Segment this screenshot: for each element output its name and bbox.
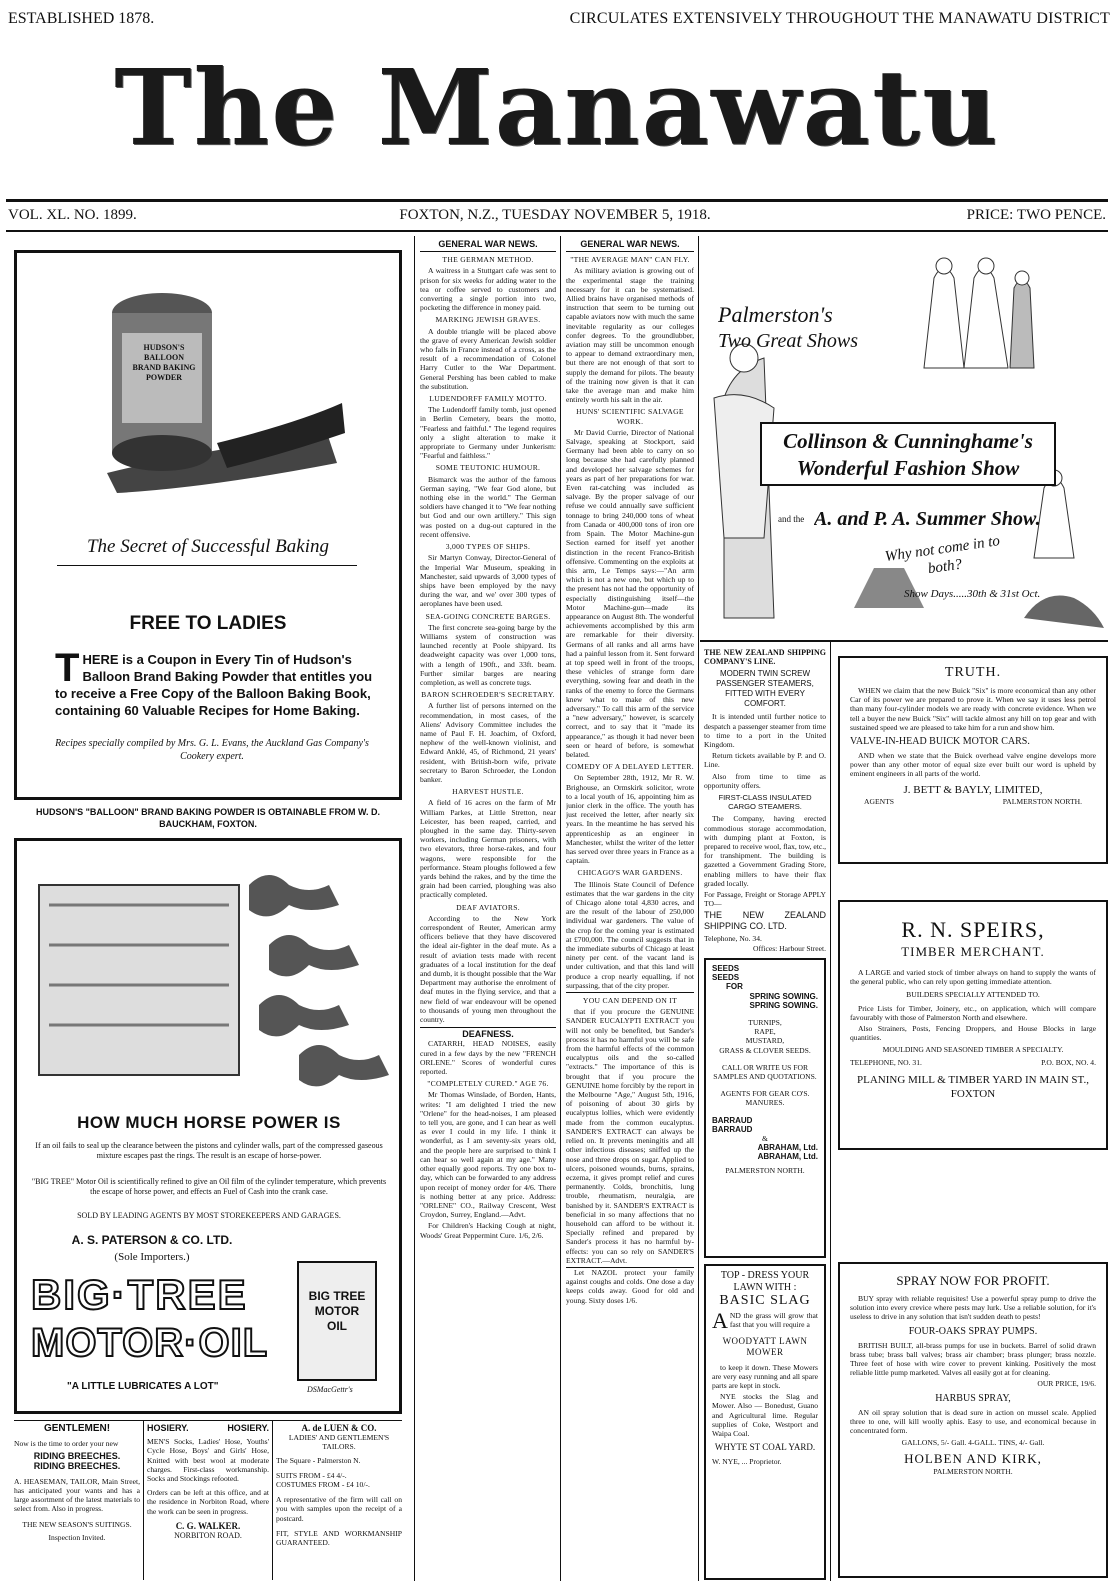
shipping-modern: MODERN TWIN SCREW PASSENGER STEAMERS, FITTED WITH EVERY COMFORT. [716, 669, 814, 709]
news-article [420, 612, 556, 688]
header-top-rule [6, 199, 1108, 202]
seeds-advert [704, 958, 826, 1258]
speirs-body-3: Also Strainers, Posts, Fencing Droppers, and House Blocks in large quantities. [850, 1024, 1096, 1043]
slag-proprietor: W. NYE, ... Proprietor. [712, 1457, 782, 1467]
truth-body-2: AND when we state that the Buick overhead valve engine develops more power than any other motor of equal size ever built our word is upheld by eminent engineers in all parts of the world. [850, 751, 1096, 779]
fashion-show-banner-line-2: Wonderful Fashion Show [796, 456, 1020, 480]
news-article [566, 992, 694, 1265]
seeds-2: SEEDS [712, 973, 740, 983]
established-label: ESTABLISHED 1878. [8, 10, 155, 27]
seeds-call: CALL OR WRITE US FOR SAMPLES AND QUOTATIONS. [713, 1062, 817, 1082]
palmerston-script-2: Two Great Shows [718, 330, 859, 352]
gentlemen-body: A. HEASEMAN, TAILOR, Main Street, has anticipated your wants and has a large assortment of the latest materials to select from. Also in progress. [14, 1476, 140, 1514]
de-luen-title: A. de LUEN & CO. [301, 1424, 377, 1433]
shipping-body-3: Also from time to time as opportunity offers. [704, 771, 826, 790]
article-title: COMEDY OF A DELAYED LETTER. [566, 762, 694, 772]
coal-yard: WHYTE ST COAL YARD. [714, 1442, 816, 1453]
news-article [566, 407, 694, 759]
seeds-1: SEEDS [712, 964, 740, 973]
column-rule-1 [414, 236, 415, 1581]
balloon-obtainable-note: HUDSON'S "BALLOON" BRAND BAKING POWDER IS OBTAINABLE FROM W. D. BAUCKHAM, FOXTON. [36, 807, 380, 829]
article-text: A further list of persons interned on the recommendation, in most cases, of the Aliens' Advisory Committee includes the name of Paul F. H. Joachim, of Oxford, nephew of the well-known violinist, and Edward Anklé, 45, of Richmond, 21 years' resident, with British-born wife, private secretary to Baron Schroeder, the London banker. [420, 701, 556, 784]
article-text: Bismarck was the author of the famous German saying, "We fear God alone, but nothing else in the world." The German soldiers have changed it to "We fear nothing but God and our own artillery." This sign was posted on a dug-out captured in the recent offensive. [420, 474, 556, 539]
news-article [566, 255, 694, 404]
palmerston-shows-advert [704, 238, 1108, 638]
bett-bayly: J. BETT & BAYLY, LIMITED, [903, 783, 1043, 796]
news-article [566, 762, 694, 865]
shipping-telephone: Telephone, No. 34. [704, 934, 762, 944]
news-article [420, 463, 556, 539]
slag-body-text: ND the grass will grow that fast that you will require a [729, 1311, 818, 1330]
truth-agents: AGENTS [864, 796, 894, 806]
gentlemen-advert [14, 1424, 140, 1584]
dropcap-a: A [712, 1308, 728, 1334]
spray-gallons: GALLONS, 5/- Gall. 4-GALL. TINS, 4/- Gall. [901, 1438, 1045, 1448]
article-title: MARKING JEWISH GRAVES. [435, 315, 541, 325]
dropcap-t: T [55, 651, 80, 690]
slag-title: TOP - DRESS YOUR LAWN WITH : [720, 1270, 810, 1293]
inspection-invited: Inspection Invited. [48, 1532, 106, 1542]
hosiery-title-1: HOSIERY. [147, 1424, 189, 1433]
general-war-news-heading-2: GENERAL WAR NEWS. [566, 240, 694, 252]
truth-title: TRUTH. [944, 665, 1002, 680]
big-tree-body-2: "BIG TREE" Motor Oil is scientifically refined to give an Oil film of the cylinder temperature, which prevents the escape of horse power, and effects an Fuel of Cash into the crank case. [31, 1177, 387, 1196]
recipes-note: Recipes specially compiled by Mrs. G. L. Evans, the Auckland Gas Company's Cookery expert. [55, 738, 369, 762]
de-luen-address: The Square - Palmerston N. [276, 1455, 361, 1465]
deafness-title: DEAFNESS. [462, 1029, 514, 1040]
article-text: A double triangle will be placed above the grave of every American Jewish soldier who falls in France instead of a cross, as the result of a recommendation of Colonel Harry Cutler to the War Department. General Pershing has been cabled to make the substitution. [420, 326, 556, 391]
article-text: According to the New York correspondent of Reuter, American army officers believe that they have discovered the ideal air-fighter in the deaf mute. As a result of aviation tests made with recent graduates of a local institution for the deaf and dumb, it is thought possible that the War Department may authorise the enrolment of deaf mutes in the flying service, and that a new field of war endeavour will be opened to thousands of young men throughout the country. [420, 913, 556, 1025]
big-tree-brand-line-2: MOTOR·OIL [31, 1321, 269, 1365]
speirs-timber-advert [838, 900, 1108, 1150]
article-text: Sir Martyn Conway, Director-General of the Imperial War Museum, speaking in Manchester, said upwards of 3,000 types of ships have been employed by the navy during the war, and we' over 300 types of aeroplanes have been used. [420, 553, 556, 609]
gentlemen-intro: Now is the time to order your new [14, 1439, 119, 1449]
balloon-offer-body: HERE is a Coupon in Every Tin of Hudson's Balloon Brand Baking Powder that entitles you to receive a Free Copy of the Balloon Baking Book, containing 60 Valuable Recipes for Home Baking. [55, 652, 373, 718]
shipping-company: THE NEW ZEALAND SHIPPING CO. LTD. [704, 910, 826, 932]
article-title: CHICAGO'S WAR GARDENS. [577, 868, 683, 878]
big-tree-body-1: If an oil fails to seal up the clearance between the pistons and cylinder walls, part of the compressed gaseous mixture escapes past the rings. The result is an escape of horse-power. [35, 1141, 383, 1160]
holben-kirk: HOLBEN AND KIRK, [904, 1451, 1042, 1467]
moulding-specialty: MOULDING AND SEASONED TIMBER A SPECIALTY. [882, 1045, 1064, 1055]
show-days-label: Show Days.....30th & 31st Oct. [904, 588, 1041, 600]
baking-tin-icon [67, 273, 347, 493]
news-column-2 [566, 240, 694, 1580]
artist-signature: DSMacGettr's [307, 1385, 353, 1394]
spring-sowing-1: SPRING SOWING. [749, 991, 818, 1001]
builders-attended: BUILDERS SPECIALLY ATTENDED TO. [906, 990, 1040, 1000]
hosiery-body: MEN'S Socks, Ladies' Hose, Youths' Cycle Hose, Boys' and Girls' Hose, Knitted with best wool at moderate charges. First-class workmanship. Socks and Stockings refooted. [147, 1437, 269, 1484]
horse-power-headline: HOW MUCH HORSE POWER IS [77, 1113, 341, 1132]
speirs-telephone: TELEPHONE, NO. 31. [850, 1057, 922, 1067]
article-text: The Ludendorff family tomb, just opened in Berlin Cemetery, bears the motto, "Fearless and faithful." The legend requires only a slight alteration to make it appropriate to Germany under Junkerism: "Fearful and faithless." [420, 405, 556, 461]
spray-title: SPRAY NOW FOR PROFIT. [896, 1273, 1050, 1288]
fashion-show-banner-line-1: Collinson & Cunninghame's [783, 429, 1033, 453]
article-title: BARON SCHROEDER'S SECRETARY. [421, 690, 555, 700]
article-title: SEA-GOING CONCRETE BARGES. [425, 611, 551, 621]
new-season-suitings: THE NEW SEASON'S SUITINGS. [22, 1519, 132, 1529]
abraham-1: ABRAHAM, Ltd. [757, 1143, 818, 1153]
news-column-1 [420, 240, 556, 1580]
article-text: As military aviation is growing out of the experimental stage the training necessary for it can be systematised. Allied brains have organised methods of instruction that seem to be turning out capable aviators now with much the same inevitable regularity as our colleges confer degrees. To the groundlubber, aviation may still be uncommon enough to appear to demand extraordinary men, but there are not enough of that sort to supply the demand for pilots. The beauty of the training now given is that it can take the average man and make him entirely worth his salt in the air. [566, 266, 694, 405]
summer-show-label: A. and P. A. Summer Show. [814, 508, 1041, 530]
paterson-company: A. S. PATERSON & CO. LTD. [71, 1233, 233, 1247]
column-rule-4 [830, 640, 831, 1581]
column-rule-2 [560, 236, 561, 1581]
de-luen-body: A representative of the firm will call on you with samples upon the receipt of a postcard. [276, 1495, 402, 1523]
article-text: On September 28th, 1912, Mr R. W. Brighouse, an Ormskirk solicitor, wrote to a local youth of 16, appointing him as junior clerk in the office. The youth has just received the letter, after nearly six years. In the meantime he has served his apprenticeship as an engineer in Manchester, whilst the writer of the letter has served over three years in France as a captain. [566, 773, 694, 866]
article-text: Let NAZOL protect your family against coughs and colds. One dose a day keeps colds away. Good for old and young. Sixty doses 1/6. [566, 1267, 694, 1305]
deafness-text-3: For Children's Hacking Cough at night, Woods' Great Peppermint Cure. 1/6, 2/6. [420, 1221, 556, 1240]
balloon-offer-text [55, 651, 375, 731]
woodyatt-mower: WOODYATT LAWN MOWER [722, 1335, 808, 1357]
spray-body-1: BUY spray with reliable requisites! Use a powerful spray pump to drive the solution into every crevice where pests may lurk. Use a reliable solution, for it's useless to drive in any solution that isn't sudden death to pests! [850, 1294, 1096, 1322]
shipping-passage: For Passage, Freight or Storage APPLY TO— [704, 890, 826, 909]
oil-can-label: BIG TREE MOTOR OIL [308, 1289, 366, 1333]
de-luen-subtitle: LADIES' AND GENTLEMEN'S TAILORS. [288, 1433, 390, 1452]
seed-item: RAPE, [754, 1027, 776, 1037]
spray-body-2: BRITISH BUILT, all-brass pumps for use in buckets. Barrel of solid drawn brass tube; brass ball valves; brass air chamber; brass plunger; brass nozzle. Three feet of hose with wire cover to prevent kinking. Positively the most reliable little pump marketed. Valves all easily got at for cleaning. [850, 1340, 1096, 1378]
hosiery-orders: Orders can be left at this office, and at the residence in Norbiton Road, where the work can be seen in progress. [147, 1488, 269, 1516]
seeds-town: PALMERSTON NORTH. [725, 1165, 805, 1175]
shipping-body-4: The Company, having erected commodious storage accommodation, with dumping plant at Foxton, is prepared to receive wool, flax, tow, etc., for transhipment. The building is gazetted a Government Grading Store, enabling millers to have their flax graded locally. [704, 814, 826, 888]
spray-price: OUR PRICE, 19/6. [1037, 1379, 1096, 1389]
riding-breeches-1: RIDING BREECHES. [33, 1451, 121, 1462]
truth-body-1: WHEN we claim that the new Buick "Six" is more economical than any other Car of its power we are prepared to prove it. When we say it uses less petrol than many four-cylinder models we are ready with concrete evidence. When we tell a buyer the new Buick "Six" will tackle almost any hill on top gear and with sustained speed we are pleased to take him for a run and show him. [850, 686, 1096, 732]
four-oaks-pumps: FOUR-OAKS SPRAY PUMPS. [908, 1325, 1038, 1337]
truth-town: PALMERSTON NORTH. [1002, 796, 1082, 806]
article-title: YOU CAN DEPEND ON IT [582, 996, 678, 1006]
sole-importers: (Sole Importers.) [114, 1251, 190, 1263]
slag-nye: NYE stocks the Slag and Mower. Also — Bonedust, Guano and Agricultural lime. Regular supplies of Coke, Westport and Waipa Coal. [712, 1392, 818, 1439]
seed-item: TURNIPS, [748, 1018, 782, 1028]
baking-tin-illustration [67, 273, 347, 493]
news-article [420, 903, 556, 1025]
de-luen-costumes: COSTUMES FROM - £4 10/-. [276, 1480, 370, 1490]
dateline-label: FOXTON, N.Z., TUESDAY NOVEMBER 5, 1918. [399, 207, 711, 223]
news-article [566, 1267, 694, 1305]
shipping-body-1: It is intended until further notice to despatch a passenger steamer from time to time to a port in the United Kingdom. [704, 712, 826, 750]
header-bottom-rule [6, 230, 1108, 232]
slag-body [712, 1308, 818, 1334]
completely-cured: "COMPLETELY CURED." AGE 76. [427, 1079, 549, 1089]
basic-slag-advert [704, 1264, 826, 1580]
article-title: LUDENDORFF FAMILY MOTTO. [429, 394, 547, 404]
oil-can-illustration [297, 1261, 377, 1381]
hosiery-name: C. G. WALKER. [175, 1520, 241, 1531]
spray-body-3: AN oil spray solution that is dead sure in action on mussel scale. Applied three to one, will kill woolly aphis. Easy to use, and economical because in concentrated form. [850, 1407, 1096, 1436]
seeds-for: FOR [726, 982, 743, 992]
article-text: A field of 16 acres on the farm of Mr William Parkes, at Little Stretton, near Leicester, has been reaped, carried, and ploughed in the same day. Thirty-seven workers, including German prisoners, with two elevators, three horse-rakes, and four wagons, were responsible for the performance. Steam ploughs followed a few yards behind the rakes, and by the time the grain had been carried, ploughing was also practically completed. [420, 798, 556, 900]
article-text: that if you procure the GENUINE SANDER EUCALYPTI EXTRACT you will not only be benefited, but Sander's process it has no harmful you will be safe from the harmful effects of the common eucalyptus oils and the so-called "extracts." The importance of this is brought that if you procure the GENUINE home forcibly by the report in the Melbourne "Age," August 5th, 1916, of poisoning of about 30 girls by eucalyptus lollies, which were evidently made from the common eucalyptus. SANDER'S EXTRACT can always be relied on. It prevents meningitis and all other infectious diseases; sniffed up the nose and three drops on sugar. Applied to ulcers, poisoned wounds, burns, sprains, eczema, it gives prompt relief and cures permanently. Colds, bronchitis, lung trouble, rheumatism, neuralgia, are banished by it. SANDER'S EXTRACT is beneficial in so many affections that no household can afford to be without it. Specially refined and prepared by Sander's process it has no harmful by-effects: you can so rely on SANDER'S EXTRACT.—Advt. [566, 1007, 694, 1265]
planing-mill: PLANING MILL & TIMBER YARD IN MAIN ST., FOXTON [857, 1073, 1089, 1100]
speirs-trade: TIMBER MERCHANT. [901, 944, 1045, 959]
truth-buick-advert [838, 656, 1108, 864]
why-not-come-label: Why not come in to both? [884, 533, 1001, 578]
spray-advert [838, 1262, 1108, 1578]
riding-breeches-2: RIDING BREECHES. [33, 1460, 121, 1471]
spray-town: PALMERSTON NORTH. [933, 1467, 1013, 1477]
news-article [420, 787, 556, 899]
gentlemen-title: GENTLEMEN! [43, 1424, 111, 1434]
palmerston-script-1: Palmerston's [718, 302, 833, 327]
balloon-baking-powder-advert [14, 250, 402, 800]
article-title: SOME TEUTONIC HUMOUR. [435, 463, 541, 473]
de-luen-fit: FIT, STYLE AND WORKMANSHIP GUARANTEED. [276, 1528, 402, 1548]
deafness-advert [420, 1027, 556, 1239]
shipping-offices: Offices: Harbour Street. [752, 943, 826, 952]
big-tree-brand-line-1: BIG·TREE [31, 1271, 248, 1318]
free-to-ladies-heading: FREE TO LADIES [129, 613, 287, 634]
shipping-title: THE NEW ZEALAND SHIPPING COMPANY'S LINE. [704, 648, 826, 667]
hosiery-address: NORBITON ROAD. [174, 1531, 242, 1541]
spring-sowing-2: SPRING SOWING. [749, 1000, 818, 1010]
article-text: The first concrete sea-going barge by the Williams system of construction was launched recently at Poole shipyard. Its deadweight capacity was over 1,000 tons, with a length of 190ft., and 33ft. beam. Further similar barges are nearing completion, as well as concrete tugs. [420, 622, 556, 687]
article-text: The Illinois State Council of Defence estimates that the war gardens in the city of Chicago alone total 4,830 acres, and are the result of the labour of 250,000 individual war gardeners. The value of the crop for the coming year is estimated at £700,000. The council suggests that in the immediate suburbs of Chicago at least ninety per cent. of the vacant land is under cultivation, and that this land will produce a crop nearly equalling, if not surpassing, that of the city proper. [566, 879, 694, 990]
column-rule-3 [698, 236, 699, 1581]
shipping-body-2: Return tickets available by P. and O. Line. [704, 751, 826, 770]
news-article [420, 394, 556, 460]
slag-body-2: to keep it down. These Mowers are very easy running and all spare parts are kept in stock. [712, 1362, 818, 1391]
news-article [420, 542, 556, 608]
speirs-pobox: P.O. BOX, NO. 4. [1041, 1057, 1096, 1067]
article-title: DEAF AVIATORS. [456, 902, 520, 912]
barraud-1: BARRAUD [712, 1115, 753, 1125]
article-text: A waitress in a Stuttgart cafe was sent to prison for six weeks for adding water to the tea or coffee served to customers and converting a single portion into two, pocketing the difference in money paid. [420, 266, 556, 313]
big-tree-tagline: "A LITTLE LUBRICATES A LOT" [67, 1381, 219, 1392]
valve-in-head: VALVE-IN-HEAD BUICK MOTOR CARS. [850, 736, 1030, 748]
baking-tin-label: HUDSON'S BALLOON BRAND BAKING POWDER [132, 343, 196, 382]
deafness-text-2: Mr Thomas Winslade, of Borden, Hants, writes: "I am delighted I tried the new "Orlene" for the head-noises, I am pleased to tell you, are gone, and I can hear as well as ever I could in my life. I think it wonderful, as I am seventy-six years old, and the people here are surprised to think I can hear so well again at my age." Many other equally good reports. Try one box to-day, which can be forwarded to any address upon receipt of money order for 4/6. There is nothing better at any price. Address: "ORLENE" CO., Railway Crescent, West Croydon, Surrey, England.—Advt. [420, 1090, 556, 1220]
volume-label: VOL. XL. NO. 1899. [8, 207, 137, 223]
galloping-horses-icon [19, 845, 399, 1105]
news-article [420, 255, 556, 312]
general-war-news-heading-1: GENERAL WAR NEWS. [420, 240, 556, 252]
news-article [420, 690, 556, 784]
speirs-name: R. N. SPEIRS, [901, 917, 1045, 942]
basic-slag-heading: BASIC SLAG [719, 1293, 811, 1308]
fashion-show-banner [760, 422, 1056, 486]
shipping-cargo: FIRST-CLASS INSULATED CARGO STEAMERS. [718, 793, 812, 812]
article-title: HUNS' SCIENTIFIC SALVAGE WORK. [576, 407, 684, 426]
speirs-body-2: Price Lists for Timber, Joinery, etc., on application, which will compare favourably with those of Palmerston North and elsewhere. [850, 1003, 1096, 1022]
seeds-agents: AGENTS FOR GEAR CO'S. MANURES. [720, 1089, 810, 1108]
masthead-title: The Manawatu [114, 46, 1000, 169]
article-title: THE GERMAN METHOD. [442, 255, 534, 265]
article-title: 3,000 TYPES OF SHIPS. [445, 542, 531, 552]
seed-item: GRASS & CLOVER SEEDS. [719, 1045, 811, 1055]
article-title: HARVEST HUSTLE. [452, 787, 524, 797]
balloon-caption: The Secret of Successful Baking [86, 536, 329, 557]
de-luen-suits: SUITS FROM - £4 4/-. [276, 1470, 347, 1480]
harbus-spray: HARBUS SPRAY, [935, 1392, 1011, 1404]
deafness-text-1: CATARRH, HEAD NOISES, easily cured in a few days by the new "FRENCH ORLENE." Scores of wonderful cures reported. [420, 1039, 556, 1077]
barraud-2: BARRAUD [712, 1124, 753, 1134]
big-tree-motor-oil-advert [14, 838, 402, 1414]
article-title: "THE AVERAGE MAN" CAN FLY. [570, 255, 690, 265]
shipping-advert [704, 648, 826, 952]
circulation-label: CIRCULATES EXTENSIVELY THROUGHOUT THE MANAWATU DISTRICT [569, 10, 1110, 27]
de-luen-advert [276, 1424, 402, 1584]
seeds-ampersand: & [762, 1134, 768, 1144]
abraham-2: ABRAHAM, Ltd. [757, 1152, 818, 1162]
seed-item: MUSTARD, [745, 1036, 785, 1046]
hosiery-title-2: HOSIERY. [227, 1424, 269, 1433]
hosiery-advert [147, 1424, 269, 1584]
speirs-body-1: A LARGE and varied stock of timber always on hand to supply the wants of the general public, who can rely upon getting immediate attention. [850, 968, 1096, 987]
and-the-label: and the [778, 514, 805, 524]
news-article [566, 868, 694, 990]
price-label: PRICE: TWO PENCE. [966, 207, 1106, 223]
news-article [420, 315, 556, 391]
article-text: Mr David Currie, Director of National Salvage, speaking at Stockport, said Germany had been able to carry on so long because she had carefully planned and developed her salvage schemes for years as part of her preparations for war. Even rat-catching was included as salvage. By the proper salvage of our refuse we could annually save sufficient tonnage to bring 240,000 tons of wheat from Canada or 400,000 tons of iron ore from Spain. The Motor Machine-gun Section earned for itself yet another distinction in the recent Franco-British offensive. Commenting on the exploits at this arm, Le Temps says:—"An arm which is not a new one, but which up to the present has not had the opportunity of especially distinguishing itself—the Motor Machine-gun—made its appearance on August 8th. The wonderful achievements accomplished by this arm are remarkable for their diversity. Germans of all ranks and all arms have had a painful lesson from it. Sent forward at top speed well in front of the troops, these vehicles of strange form dare everything, sowing fear and death in the ranks of the enemy to force the Germans knew what to make of this new adversary." To call this arm of the service a "new adversary," however, is scarcely correct, and to say that it "made its appearance," as though it had never been seen or heard of before, is somewhat belated. [566, 427, 694, 759]
big-tree-sold-line: SOLD BY LEADING AGENTS BY MOST STOREKEEPERS AND GARAGES. [77, 1211, 341, 1220]
